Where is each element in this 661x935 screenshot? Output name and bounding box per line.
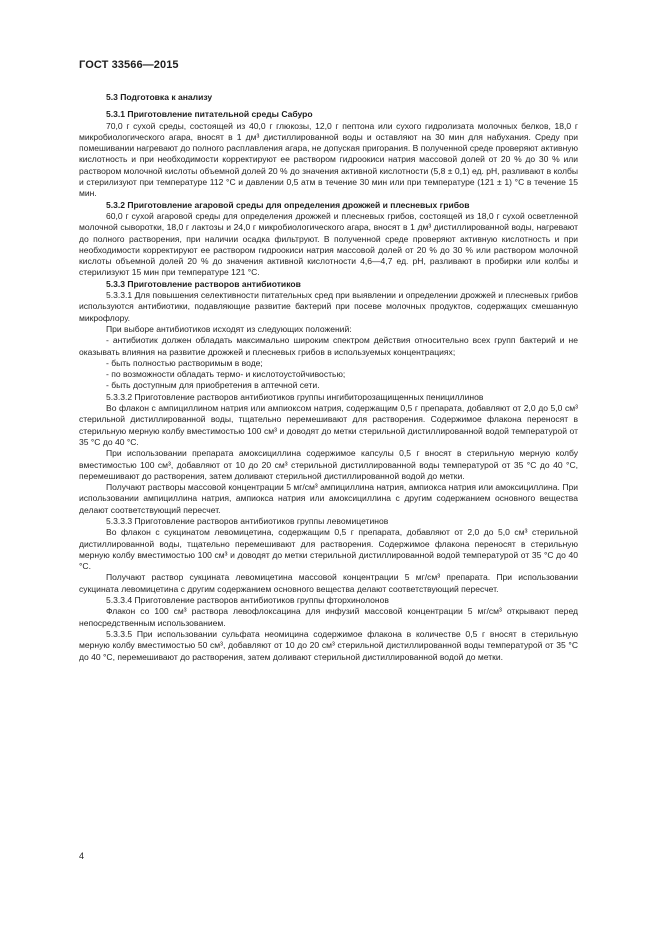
list-item: - быть полностью растворимым в воде; (106, 357, 263, 368)
subsection-title: 5.3.3.3 Приготовление растворов антибиотиков группы левомицетинов (106, 515, 389, 526)
paragraph: Получают раствор сукцината левомицетина массовой концентрации 5 мг/см³ препарата. При использовании сукцината левомицетина с другим содержанием основного вещества делают соответствующий пересчет. (79, 572, 578, 594)
subsection-title: 5.3.3.2 Приготовление растворов антибиотиков группы ингибиторозащищенных пенициллинов (106, 391, 484, 402)
paragraph: 5.3.3.1 Для повышения селективности питательных сред при выявлении и определении дрожжей и плесневых грибов используются антибиотики, подавляющие развитие бактерий при посеве молочных продуктов, содержащих смешанную микрофлору. (79, 290, 578, 323)
subsection-title: 5.3.3.4 Приготовление растворов антибиотиков группы фторхинолонов (106, 595, 389, 606)
paragraph: Получают растворы массовой концентрации 5 мг/см³ ампициллина натрия, ампиокса натрия или амоксициллина. При использовании ампициллина натрия, ампиокса натрия или амоксициллина с другим содержанием основного вещества делают соответствующий пересчет. (79, 482, 578, 515)
list-item: - антибиотик должен обладать максимально широким спектром действия относительно всех групп бактерий и не оказывать влияния на развитие дрожжей и плесневых грибов в используемых концентрациях; (79, 335, 578, 357)
paragraph: Во флакон с ампициллином натрия или ампиоксом натрия, содержащим 0,5 г препарата, добавляют от 2,0 до 5,0 см³ стерильной дистиллированной воды, тщательно перемешивают для растворения. Содержимое флакона переносят в стерильную мерную колбу вместимостью 100 см³ и доводят до метки стерильной дистиллированной водой температурой от 35 °C до 40 °C. (79, 403, 578, 447)
document-header: ГОСТ 33566—2015 (79, 59, 179, 71)
paragraph: При выборе антибиотиков исходят из следующих положений: (106, 323, 352, 334)
paragraph: При использовании препарата амоксициллина содержимое капсулы 0,5 г вносят в стерильную мерную колбу вместимостью 100 см³, добавляют от 10 до 20 см³ стерильной дистиллированной воды температурой от 35 °C до 40 °C, перемешивают до растворения, затем доливают стерильной дистиллированной водой до метки. (79, 448, 578, 481)
page-number: 4 (79, 851, 85, 861)
paragraph: 60,0 г сухой агаровой среды для определения дрожжей и плесневых грибов, состоящей из 18,0 г сухой осветленной молочной сыворотки, 18,0 г лактозы и 24,0 г микробиологического агара, вносят в 1 дм³ дистиллированной воды, нагревают до полного растворения, при наличии осадка фильтруют. В полученной среде проверяют активную кислотность и при необходимости корректируют ее раствором гидроокиси натрия массовой долей от 20 % до 30 % или раствором молочной кислоты объемной долей 20 % до значения активной кислотности 4,6—4,7 ед. pH, разливают в пробирки или колбы и стерилизуют 15 мин при температуре 121 °C. (79, 210, 578, 278)
paragraph: Во флакон с сукцинатом левомицетина, содержащим 0,5 г препарата, добавляют от 2,0 до 5,0 см³ стерильной дистиллированной воды, тщательно перемешивают для растворения. Содержимое флакона переносят в стерильную мерную колбу вместимостью 100 см³ и доводят до метки стерильной дистиллированной водой температурой от 35 °C до 40 °C. (79, 527, 578, 572)
list-item: - быть доступным для приобретения в аптечной сети. (106, 380, 320, 391)
section-heading: 5.3.1 Приготовление питательной среды Сабуро (106, 109, 313, 120)
section-heading: 5.3.2 Приготовление агаровой среды для определения дрожжей и плесневых грибов (106, 199, 470, 210)
paragraph: Флакон со 100 см³ раствора левофлоксацина для инфузий массовой концентрации 5 мг/см³ открывают перед непосредственным использованием. (79, 606, 578, 628)
paragraph: 5.3.3.5 При использовании сульфата неомицина содержимое флакона в количестве 0,5 г вносят в стерильную мерную колбу вместимостью 50 см³, добавляют от 10 до 20 см³ стерильной дистиллированной воды температурой от 35 °C до 40 °C, перемешивают до растворения, затем доливают стерильной дистиллированной водой до метки. (79, 628, 578, 662)
section-heading: 5.3 Подготовка к анализу (106, 92, 213, 102)
section-heading: 5.3.3 Приготовление растворов антибиотиков (106, 278, 301, 289)
paragraph: 70,0 г сухой среды, состоящей из 40,0 г глюкозы, 12,0 г пептона или сухого гидролизата молочных белков, 18,0 г микробиологического агара, вносят в 1 дм³ дистиллированной воды и оставляют на 30 мин для набухания. Среду при помешивании нагревают до полного расплавления агара, не допуская пригорания. В полученной среде проверяют активную кислотность и при необходимости корректируют ее раствором гидроокиси натрия массовой долей от 20 % до 30 % или раствором молочной кислоты объемной долей 20 % до значения активной кислотности (5,8 ± 0,1) ед. pH, разливают в колбы и стерилизуют при температуре 112 °C и давлении 0,5 атм в течение 30 мин или при температуре (121 ± 1) °C в течение 15 мин. (79, 120, 578, 199)
list-item: - по возможности обладать термо- и кислотоустойчивостью; (106, 369, 346, 380)
document-body (79, 92, 578, 663)
